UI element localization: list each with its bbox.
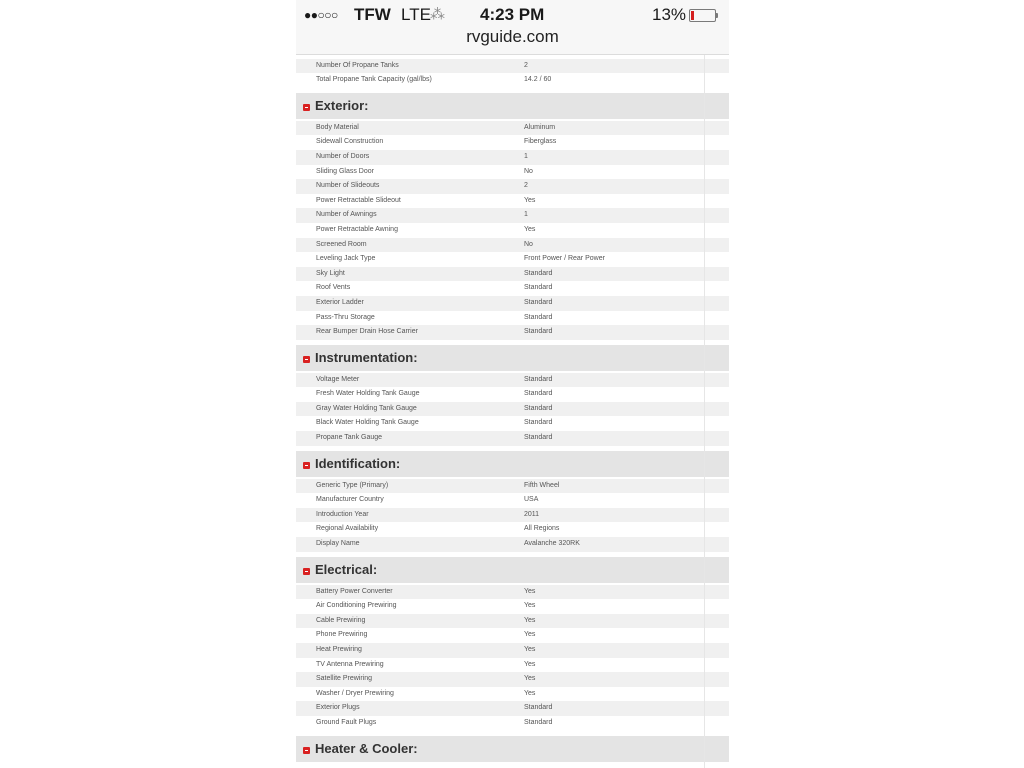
section-header[interactable] [296, 451, 729, 477]
spec-value: Yes [524, 646, 536, 653]
section-header[interactable] [296, 345, 729, 371]
section-title: Heater & Cooler: [315, 740, 418, 756]
spec-row [296, 325, 729, 340]
spec-row [296, 416, 729, 431]
spec-value: Standard [524, 328, 553, 336]
spec-label: Regional Availability [316, 525, 379, 533]
spec-row [296, 716, 729, 731]
spec-value: 1 [524, 211, 528, 219]
spec-label: Generic Type (Primary) [316, 481, 389, 489]
spec-row [296, 194, 729, 209]
spec-label: Black Water Holding Tank Gauge [316, 419, 419, 427]
spec-value: No [524, 240, 533, 248]
section-header[interactable] [296, 93, 729, 119]
spec-value: Standard [524, 298, 553, 306]
spec-row [296, 165, 729, 180]
status-time: 4:23 PM [480, 5, 545, 24]
spec-label: Pass-Thru Storage [316, 313, 375, 321]
collapse-toggle-icon[interactable] [303, 568, 310, 575]
spec-label: Number of Doors [316, 152, 370, 160]
spec-label: Battery Power Converter [316, 587, 393, 595]
spec-label: Phone Prewiring [316, 631, 368, 639]
collapse-toggle-icon[interactable] [303, 747, 310, 754]
spec-label: Number of Slideouts [316, 182, 380, 190]
spec-row [296, 522, 729, 537]
spec-label: Air Conditioning Prewiring [316, 602, 397, 610]
spec-label: Sliding Glass Door [316, 167, 374, 175]
spec-label: Sky Light [316, 269, 345, 277]
battery-percentage: 13% [652, 5, 687, 24]
spec-label: Number Of Propane Tanks [316, 61, 399, 69]
collapse-toggle-icon[interactable] [303, 462, 310, 469]
spec-row [296, 73, 729, 88]
spec-row [296, 223, 729, 238]
spec-row [296, 672, 729, 687]
signal-strength-icon: ●●○○○ [304, 8, 338, 22]
spec-value: Avalanche 320RK [524, 540, 580, 548]
spec-row [296, 493, 729, 508]
spec-value: No [524, 167, 533, 175]
spec-label: Washer / Dryer Prewiring [316, 689, 394, 697]
loading-activity-icon: ⁂ [430, 6, 445, 23]
section-title: Electrical: [315, 561, 378, 577]
spec-value: Front Power / Rear Power [524, 255, 605, 263]
spec-value: Standard [524, 390, 553, 398]
spec-row [296, 387, 729, 402]
spec-row [296, 311, 729, 326]
spec-label: Number of Awnings [316, 211, 377, 219]
spec-value: 2011 [524, 510, 540, 518]
spec-value: Yes [524, 689, 536, 697]
spec-value: 14.2 / 60 [524, 76, 552, 84]
spec-row [296, 267, 729, 282]
spec-table [296, 44, 729, 764]
spec-value: Standard [524, 375, 553, 383]
spec-value: 2 [524, 61, 528, 69]
spec-value: Standard [524, 284, 553, 292]
spec-value: Standard [524, 718, 553, 726]
spec-label: Body Material [316, 123, 359, 131]
spec-label: Propane Tank Gauge [316, 434, 383, 442]
spec-value: Standard [524, 313, 553, 321]
section-title: Identification: [315, 455, 401, 471]
spec-label: Satellite Prewiring [316, 675, 373, 683]
spec-label: Leveling Jack Type [316, 255, 376, 263]
spec-row [296, 121, 729, 136]
spec-value: Standard [524, 404, 553, 412]
spec-row [296, 252, 729, 267]
spec-value: Yes [524, 225, 536, 233]
section-title: Exterior: [315, 97, 369, 113]
spec-row [296, 208, 729, 223]
address-bar-url[interactable]: rvguide.com [466, 27, 559, 46]
spec-row [296, 179, 729, 194]
spec-label: Roof Vents [316, 284, 351, 292]
spec-value: All Regions [524, 525, 560, 533]
spec-row [296, 643, 729, 658]
status-and-url-bar [296, 0, 729, 55]
spec-row [296, 614, 729, 629]
collapse-toggle-icon[interactable] [303, 356, 310, 363]
spec-label: Cable Prewiring [316, 616, 366, 624]
spec-label: TV Antenna Prewiring [316, 660, 384, 668]
spec-value: 2 [524, 182, 528, 190]
spec-label: Ground Fault Plugs [316, 718, 377, 726]
spec-row [296, 585, 729, 600]
spec-value: USA [524, 496, 539, 504]
spec-value: Standard [524, 434, 553, 442]
spec-label: Introduction Year [316, 510, 369, 518]
spec-row [296, 658, 729, 673]
spec-row [296, 537, 729, 552]
spec-row [296, 402, 729, 417]
spec-label: Total Propane Tank Capacity (gal/lbs) [316, 76, 432, 84]
spec-label: Power Retractable Awning [316, 225, 398, 233]
spec-label: Heat Prewiring [316, 646, 362, 653]
spec-row [296, 59, 729, 74]
spec-value: Yes [524, 196, 536, 204]
spec-row [296, 373, 729, 388]
spec-row [296, 238, 729, 253]
spec-row [296, 281, 729, 296]
spec-value: Fiberglass [524, 138, 557, 146]
spec-row [296, 135, 729, 150]
spec-value: 1 [524, 152, 528, 160]
spec-row [296, 508, 729, 523]
section-title: Instrumentation: [315, 349, 418, 365]
spec-label: Exterior Plugs [316, 704, 360, 712]
spec-value: Standard [524, 419, 553, 427]
phone-screen [296, 0, 729, 768]
spec-label: Exterior Ladder [316, 298, 364, 306]
spec-label: Fresh Water Holding Tank Gauge [316, 390, 420, 398]
spec-label: Rear Bumper Drain Hose Carrier [316, 328, 418, 336]
spec-value: Standard [524, 269, 553, 277]
spec-row [296, 479, 729, 494]
carrier-name: TFW [354, 5, 391, 24]
collapse-toggle-icon[interactable] [303, 104, 310, 111]
network-type: LTE [401, 5, 431, 24]
spec-row [296, 628, 729, 643]
spec-label: Voltage Meter [316, 375, 360, 383]
battery-icon [689, 9, 716, 22]
spec-label: Display Name [316, 540, 360, 548]
spec-value: Aluminum [524, 123, 556, 131]
battery-tip [716, 13, 718, 18]
spec-value: Standard [524, 704, 553, 712]
spec-value: Fifth Wheel [524, 481, 560, 489]
spec-label: Sidewall Construction [316, 138, 384, 146]
spec-value: Yes [524, 660, 536, 668]
section-header[interactable] [296, 557, 729, 583]
spec-value: Yes [524, 631, 536, 639]
spec-row [296, 296, 729, 311]
battery-level-fill [691, 11, 694, 20]
spec-row [296, 687, 729, 702]
spec-value: Yes [524, 616, 536, 624]
spec-value: Yes [524, 587, 536, 595]
spec-label: Manufacturer Country [316, 496, 384, 504]
spec-row [296, 431, 729, 446]
spec-row [296, 701, 729, 716]
spec-label: Screened Room [316, 240, 367, 248]
spec-value: Yes [524, 602, 536, 610]
spec-label: Gray Water Holding Tank Gauge [316, 404, 417, 412]
spec-row [296, 599, 729, 614]
spec-label: Power Retractable Slideout [316, 196, 401, 204]
section-header[interactable] [296, 736, 729, 762]
spec-value: Yes [524, 675, 536, 683]
content-right-edge [704, 54, 705, 768]
spec-row [296, 150, 729, 165]
